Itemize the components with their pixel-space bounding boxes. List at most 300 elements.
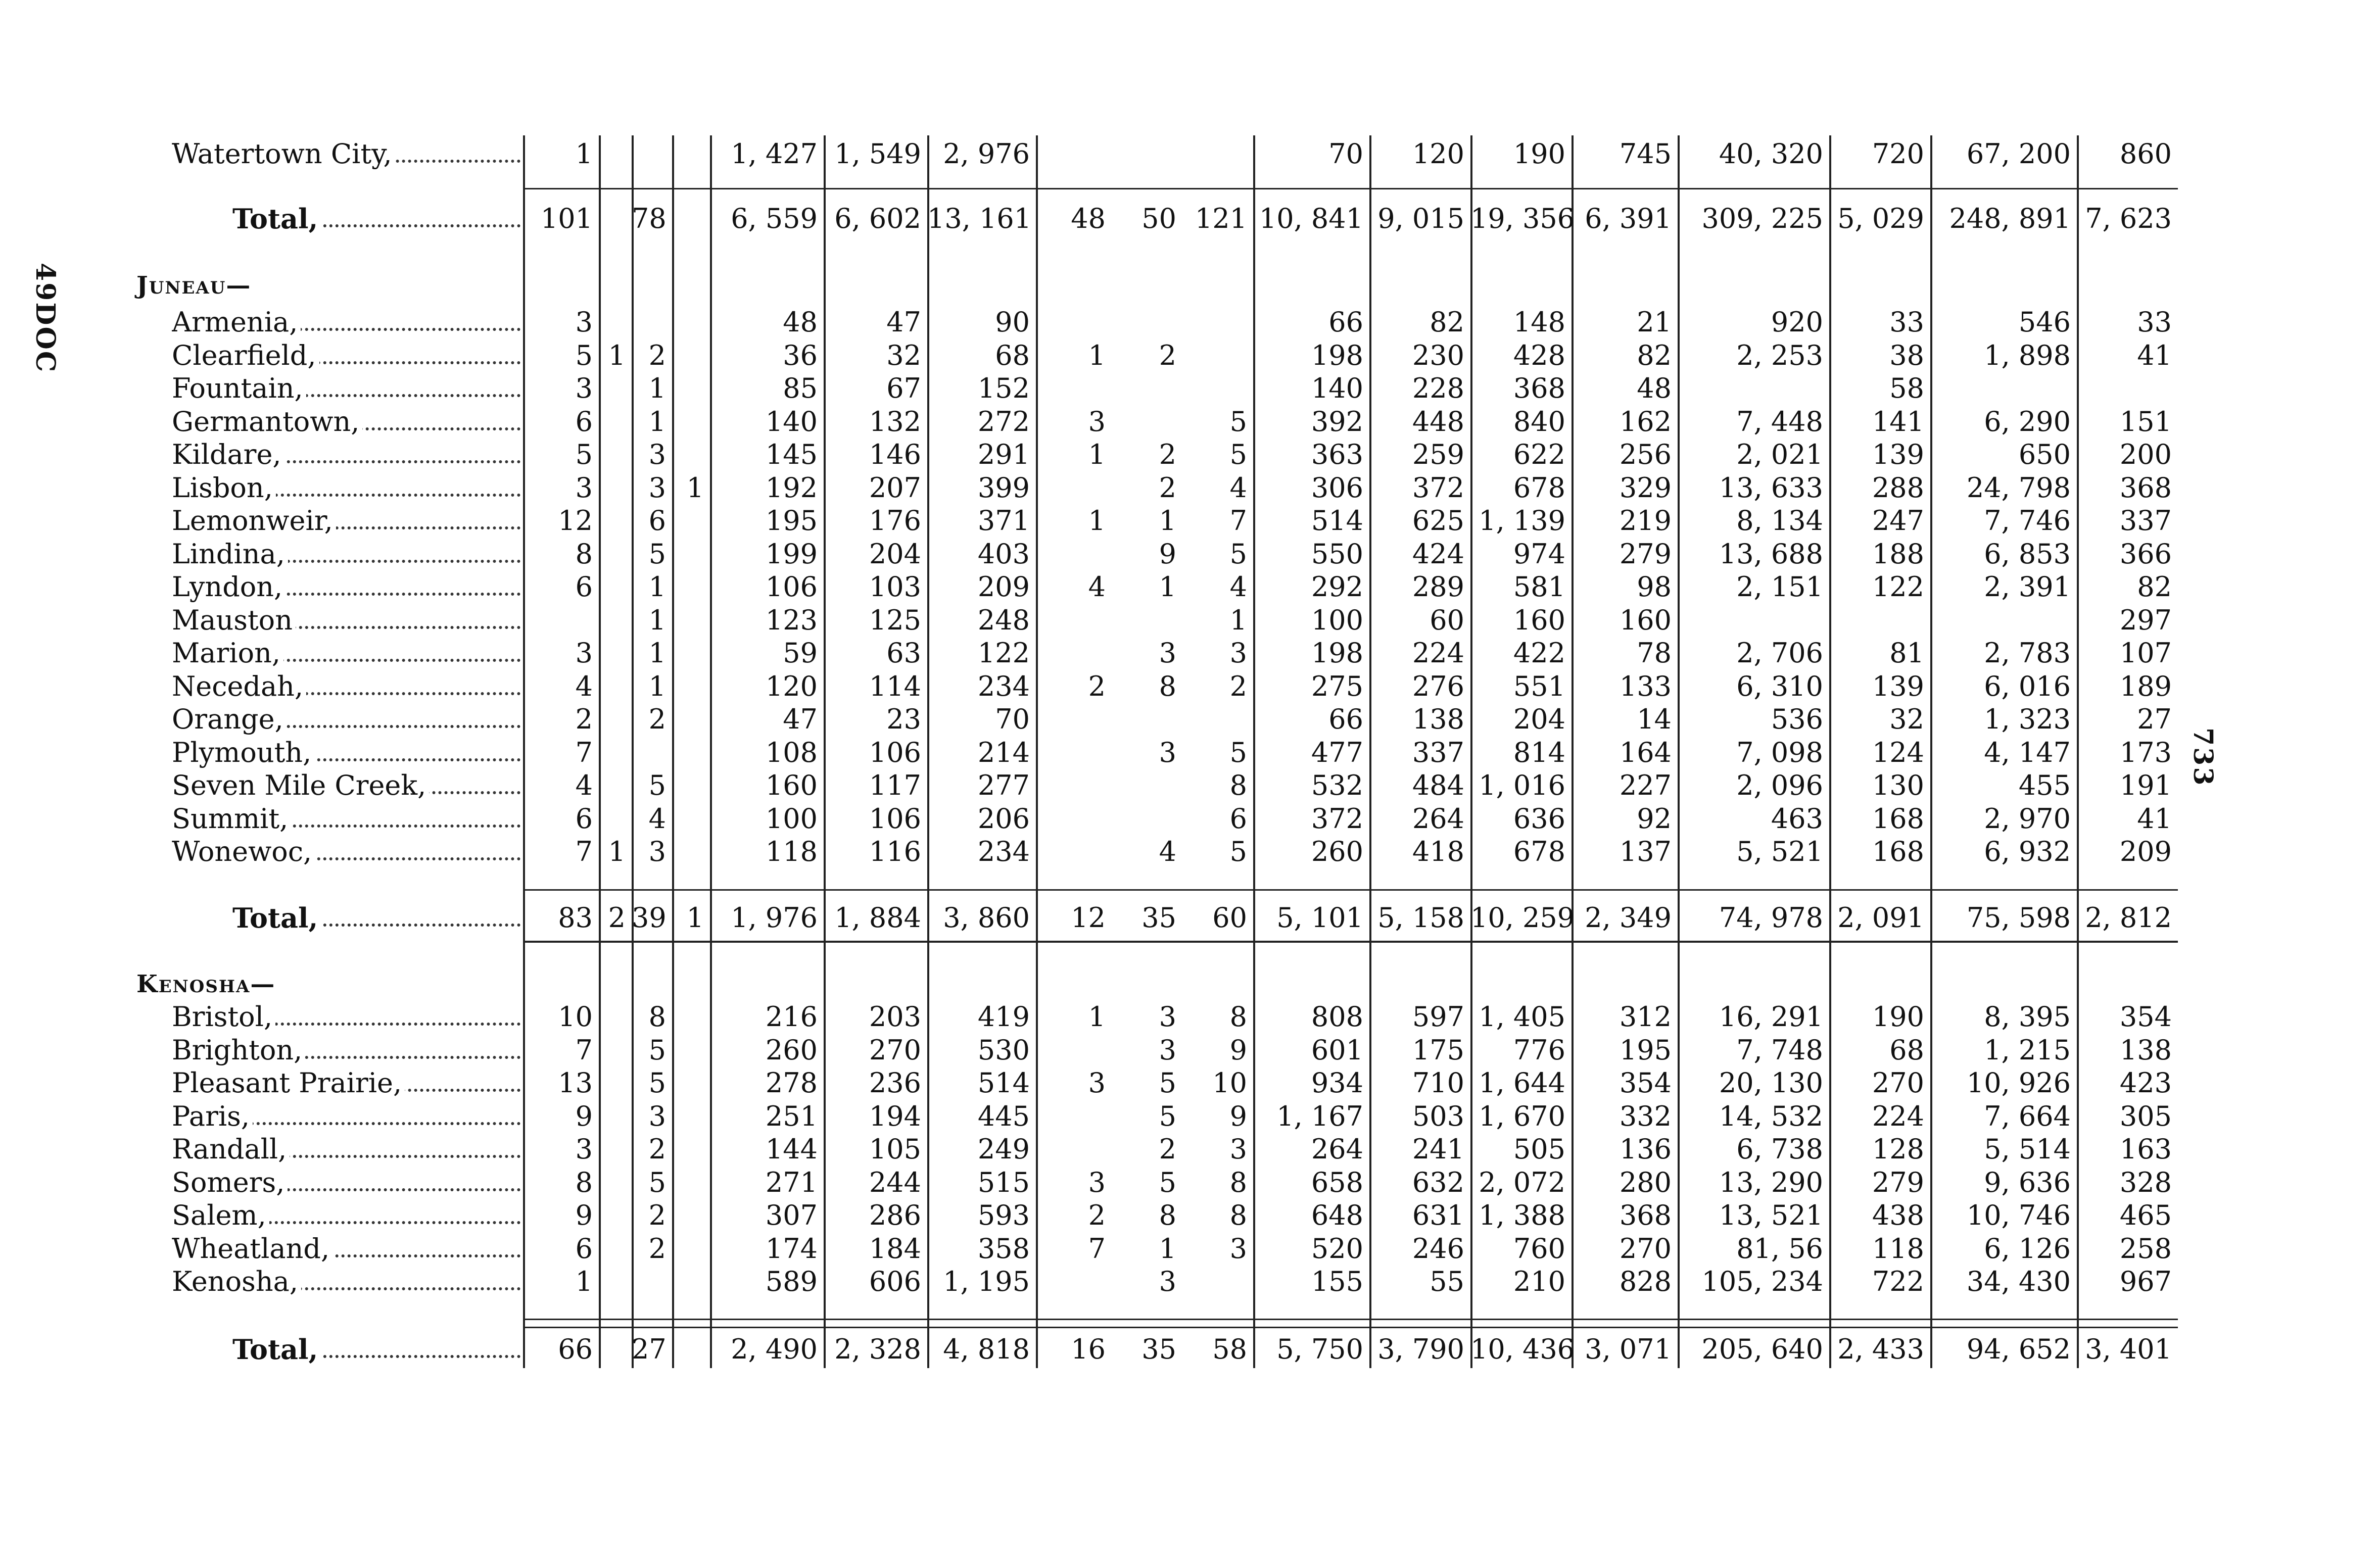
table-cell: 776 [1513,1034,1565,1066]
place-name [172,637,520,670]
table-cell: 139 [1872,670,1924,702]
table-cell: 14 [1637,703,1672,735]
table-cell: 60 [1430,604,1464,636]
table-cell: 198 [1311,637,1363,669]
table-cell [599,1000,626,1034]
table-cell: 23 [886,703,921,735]
table-cell: 306 [1311,471,1363,504]
table-cell: 194 [869,1100,921,1132]
table-cell: 100 [1311,604,1363,636]
table-cell: 9 [1159,538,1176,570]
table-cell [599,438,626,471]
row-label: Mauston [172,604,296,636]
table-cell: 5 [1229,736,1247,768]
table-cell: 234 [977,670,1030,702]
table-cell [1036,1133,1106,1166]
row-label: Somers, [172,1167,288,1198]
table-cell: 6 [1229,802,1247,835]
table-cell: 5 [648,769,666,801]
table-cell: 78 [632,203,667,234]
table-cell: 200 [2119,439,2172,470]
table-cell: 1 [648,405,666,438]
row-label: Watertown City, [172,138,395,170]
table-cell: 722 [1872,1266,1924,1297]
table-cell [599,736,626,769]
table-cell: 292 [1311,571,1363,603]
table-cell: 3 [1229,637,1247,669]
table-cell: 90 [995,306,1030,338]
table-cell: 234 [977,836,1030,867]
table-cell [599,538,626,571]
table-cell [599,637,626,670]
table-cell: 2 [608,902,626,934]
table-cell: 190 [1872,1001,1924,1033]
table-cell: 168 [1872,802,1924,835]
place-name [172,1133,520,1166]
table-cell: 3 [648,471,666,504]
table-cell: 3 [1229,1133,1247,1165]
table-row [0,1066,2380,1100]
table-cell: 83 [558,902,593,934]
section-heading: Juneau— [136,271,252,300]
table-cell: 1 [648,571,666,603]
table-cell: 2 [648,1232,666,1265]
table-cell: 50 [1141,203,1176,234]
table-cell: 8, 395 [1984,1001,2071,1033]
table-cell: 1 [648,637,666,669]
table-cell [672,1265,704,1298]
table-cell: 206 [977,802,1030,835]
table-cell: 210 [1513,1266,1565,1297]
table-cell: 2 [648,703,666,735]
table-cell: 130 [1872,769,1924,801]
table-cell: 1 [1088,1001,1106,1033]
row-label: Lindina, [172,538,288,570]
table-cell: 136 [1619,1133,1672,1165]
table-cell: 40, 320 [1719,138,1823,170]
row-label: Summit, [172,803,291,835]
table-cell: 164 [1619,736,1672,768]
table-cell: 289 [1412,571,1464,603]
table-cell: 3, 790 [1377,1333,1464,1365]
table-cell: 248, 891 [1949,203,2071,234]
table-cell: 6, 559 [731,203,818,234]
table-cell: 214 [977,736,1030,768]
table-cell: 103 [869,571,921,603]
place-name [172,137,520,171]
row-label: Pleasant Prairie, [172,1067,405,1099]
table-cell: 601 [1311,1034,1363,1066]
row-label: Wheatland, [172,1233,332,1265]
table-cell: 160 [765,769,818,801]
table-cell: 1 [608,339,626,371]
table-cell: 551 [1513,670,1565,702]
table-cell: 249 [977,1133,1030,1165]
row-label: Armenia, [172,306,301,338]
table-cell: 2, 091 [1837,902,1924,934]
row-label: Orange, [172,703,287,735]
table-cell: 145 [765,439,818,470]
table-cell: 2 [648,1199,666,1231]
table-cell [672,835,704,868]
table-cell [599,1034,626,1067]
table-cell: 9, 015 [1377,203,1464,234]
table-cell [632,306,666,339]
table-cell: 1 [1229,604,1247,636]
table-cell: 160 [1619,604,1672,636]
table-cell: 280 [1619,1166,1672,1198]
table-cell: 484 [1412,769,1464,801]
table-cell: 4 [1088,571,1106,603]
table-cell: 230 [1412,339,1464,371]
table-cell: 5 [648,1034,666,1066]
row-label: Plymouth, [172,737,314,768]
table-cell: 328 [2119,1166,2172,1198]
table-cell: 67 [886,372,921,404]
table-cell: 5 [648,1166,666,1198]
table-cell: 505 [1513,1133,1565,1165]
table-cell [599,1265,626,1298]
table-cell: 174 [765,1232,818,1265]
table-cell: 27 [632,1333,667,1365]
table-cell: 1 [1088,505,1106,537]
table-cell: 204 [869,538,921,570]
horizontal-rule [523,1319,2178,1320]
table-cell: 1, 976 [731,902,818,934]
section-heading: Kenosha— [136,970,276,998]
table-cell: 2, 328 [834,1333,921,1365]
table-cell: 6, 602 [834,203,921,234]
table-cell: 1, 139 [1479,505,1565,537]
table-cell: 828 [1619,1266,1672,1297]
table-cell: 860 [2119,138,2172,170]
table-cell: 3 [1159,637,1176,669]
table-cell: 3 [1159,1034,1176,1066]
table-cell: 1, 405 [1479,1001,1565,1033]
row-label: Clearfield, [172,340,319,371]
table-cell: 3 [648,439,666,470]
table-cell [1036,769,1106,802]
table-cell: 4 [575,670,593,702]
table-cell: 36 [783,339,818,371]
table-cell [672,306,704,339]
table-row [0,339,2380,372]
table-cell: 47 [783,703,818,735]
table-cell [1112,604,1176,637]
table-cell: 1 [1159,571,1176,603]
table-cell: 1, 427 [731,138,818,170]
table-cell: 264 [1311,1133,1363,1165]
table-cell [632,137,666,171]
total-label [232,901,520,935]
table-cell: 244 [869,1166,921,1198]
table-cell [599,1232,626,1266]
table-cell: 536 [1771,703,1823,735]
place-name [172,570,520,604]
table-cell: 6 [575,405,593,438]
table-cell: 297 [2119,604,2172,636]
table-cell: 371 [977,505,1030,537]
row-label: Lemonweir, [172,505,336,537]
table-cell [672,637,704,670]
table-cell: 2 [648,339,666,371]
table-cell: 438 [1872,1199,1924,1231]
table-cell: 632 [1412,1166,1464,1198]
table-cell: 275 [1311,670,1363,702]
table-cell: 138 [1412,703,1464,735]
table-cell: 455 [2018,769,2071,801]
table-cell: 532 [1311,769,1363,801]
table-cell: 4 [1229,571,1247,603]
table-cell: 41 [2137,339,2172,371]
place-name [172,1265,520,1298]
left-margin-label: 49DOC [30,263,61,374]
row-label: Lisbon, [172,472,276,504]
horizontal-rule [523,889,2178,891]
table-cell: 92 [1637,802,1672,835]
table-cell: 114 [869,670,921,702]
table-cell: 188 [1872,538,1924,570]
table-cell: 1, 884 [834,902,921,934]
table-cell: 278 [765,1067,818,1099]
table-cell: 107 [2119,637,2172,669]
table-cell: 189 [2119,670,2172,702]
table-row [0,405,2380,439]
table-cell: 3 [575,306,593,338]
table-cell: 35 [1141,1333,1176,1365]
table-cell: 678 [1513,836,1565,867]
table-row [0,769,2380,802]
table-cell: 392 [1311,405,1363,438]
table-cell: 155 [1311,1266,1363,1297]
table-cell [1036,306,1106,339]
table-row [0,835,2380,868]
table-cell: 8, 134 [1736,505,1823,537]
total-row [0,202,2380,235]
table-row [0,538,2380,571]
table-cell: 68 [1889,1034,1924,1066]
table-cell: 550 [1311,538,1363,570]
table-cell: 403 [977,538,1030,570]
table-cell: 546 [2018,306,2071,338]
table-cell: 5, 029 [1837,203,1924,234]
table-cell: 366 [2119,538,2172,570]
table-cell: 105 [869,1133,921,1165]
table-cell [1036,637,1106,670]
table-cell [1112,703,1176,736]
table-row [0,703,2380,736]
table-cell [1182,703,1247,736]
table-cell: 10 [558,1001,593,1033]
table-cell: 264 [1412,802,1464,835]
table-cell [1112,769,1176,802]
table-cell: 1, 195 [943,1266,1030,1297]
table-cell: 2, 783 [1984,637,2071,669]
table-cell: 106 [869,802,921,835]
place-name [172,538,520,571]
table-cell: 7 [575,1034,593,1066]
table-cell: 422 [1513,637,1565,669]
table-cell: 8 [575,538,593,570]
table-cell: 224 [1412,637,1464,669]
table-cell: 7, 664 [1984,1100,2071,1132]
table-cell [672,372,704,405]
table-cell [672,1199,704,1232]
table-cell: 247 [1872,505,1924,537]
table-cell: 5, 101 [1276,902,1363,934]
table-cell: 448 [1412,405,1464,438]
table-cell: 12 [1071,902,1106,934]
place-name [172,471,520,505]
row-label: Kenosha, [172,1266,301,1297]
table-cell: 6 [575,802,593,835]
place-name [172,670,520,703]
table-cell: 204 [1513,703,1565,735]
table-cell [1036,604,1106,637]
table-cell: 2, 253 [1736,339,1823,371]
table-cell: 589 [765,1266,818,1297]
place-name [172,1232,520,1266]
table-cell: 168 [1872,836,1924,867]
row-label: Germantown, [172,406,362,438]
table-cell: 3 [575,471,593,504]
table-row [0,137,2380,171]
table-cell: 66 [1328,306,1363,338]
table-cell [1182,1265,1247,1298]
table-cell: 658 [1311,1166,1363,1198]
row-label: Total, [232,1333,321,1366]
table-cell [1182,339,1247,372]
table-cell: 33 [2137,306,2172,338]
table-cell: 3 [575,372,593,404]
table-cell: 678 [1513,471,1565,504]
table-cell [672,1100,704,1133]
table-cell: 428 [1513,339,1565,371]
table-cell: 176 [869,505,921,537]
table-cell: 5 [1159,1100,1176,1132]
row-label: Randall, [172,1133,290,1165]
table-cell: 1, 549 [834,138,921,170]
table-cell: 32 [1889,703,1924,735]
table-cell: 122 [1872,571,1924,603]
table-cell: 7, 098 [1736,736,1823,768]
table-cell [1036,471,1106,505]
table-cell: 4 [1159,836,1176,867]
table-cell [1112,405,1176,439]
table-cell: 8 [1229,769,1247,801]
place-name [172,1034,520,1067]
table-cell: 24, 798 [1966,471,2071,504]
table-cell: 5, 158 [1377,902,1464,934]
table-cell: 1 [648,604,666,636]
table-cell: 270 [1619,1232,1672,1265]
table-cell: 337 [1412,736,1464,768]
table-cell [672,1166,704,1199]
table-cell: 354 [1619,1067,1672,1099]
place-name [172,802,520,836]
table-cell: 98 [1637,571,1672,603]
table-cell [1036,1265,1106,1298]
row-label: Seven Mile Creek, [172,769,429,801]
table-cell: 3, 071 [1585,1333,1672,1365]
table-cell: 332 [1619,1100,1672,1132]
table-cell: 12 [558,505,593,537]
table-cell: 124 [1872,736,1924,768]
table-cell: 160 [1513,604,1565,636]
table-cell: 514 [1311,505,1363,537]
table-cell: 3, 860 [943,902,1030,934]
table-cell: 121 [1195,203,1247,234]
table-cell: 9 [575,1100,593,1132]
table-cell: 8 [575,1166,593,1198]
table-cell [1036,137,1106,171]
table-cell: 184 [869,1232,921,1265]
table-cell: 3 [1088,405,1106,438]
table-cell: 6, 016 [1984,670,2071,702]
table-row [0,1265,2380,1298]
table-cell [599,1199,626,1232]
table-cell [599,504,626,538]
table-cell: 814 [1513,736,1565,768]
table-cell: 5 [1229,439,1247,470]
table-cell: 7 [1088,1232,1106,1265]
table-cell: 55 [1430,1266,1464,1297]
table-cell: 259 [1412,439,1464,470]
table-cell: 3 [1229,1232,1247,1265]
table-cell: 368 [1513,372,1565,404]
table-cell: 3 [575,1133,593,1165]
table-row [0,570,2380,604]
table-cell: 305 [2119,1100,2172,1132]
table-cell [672,339,704,372]
table-cell: 260 [765,1034,818,1066]
table-cell [1036,703,1106,736]
table-cell [1182,137,1247,171]
table-cell: 7, 623 [2085,203,2172,234]
table-cell: 2 [575,703,593,735]
table-cell: 122 [977,637,1030,669]
table-cell [672,736,704,769]
table-row [0,504,2380,538]
table-cell: 445 [977,1100,1030,1132]
table-cell: 7 [575,736,593,768]
table-cell: 5 [1229,538,1247,570]
table-cell: 116 [869,836,921,867]
table-cell: 1 [1088,339,1106,371]
table-cell: 132 [869,405,921,438]
table-cell [632,736,666,769]
table-cell: 2 [1159,471,1176,504]
table-cell: 4 [575,769,593,801]
table-cell: 227 [1619,769,1672,801]
table-cell: 337 [2119,505,2172,537]
table-cell [599,604,626,637]
table-cell: 190 [1513,138,1565,170]
table-cell: 372 [1412,471,1464,504]
horizontal-rule [523,1327,2178,1328]
table-cell: 67, 200 [1966,138,2071,170]
table-cell: 3 [1159,1266,1176,1297]
table-cell: 3 [1088,1166,1106,1198]
table-cell [672,504,704,538]
row-label: Paris, [172,1100,253,1132]
table-cell: 144 [765,1133,818,1165]
table-cell: 424 [1412,538,1464,570]
table-cell: 5 [648,1067,666,1099]
table-cell: 199 [765,538,818,570]
place-name [172,1199,520,1232]
table-cell: 2, 970 [1984,802,2071,835]
